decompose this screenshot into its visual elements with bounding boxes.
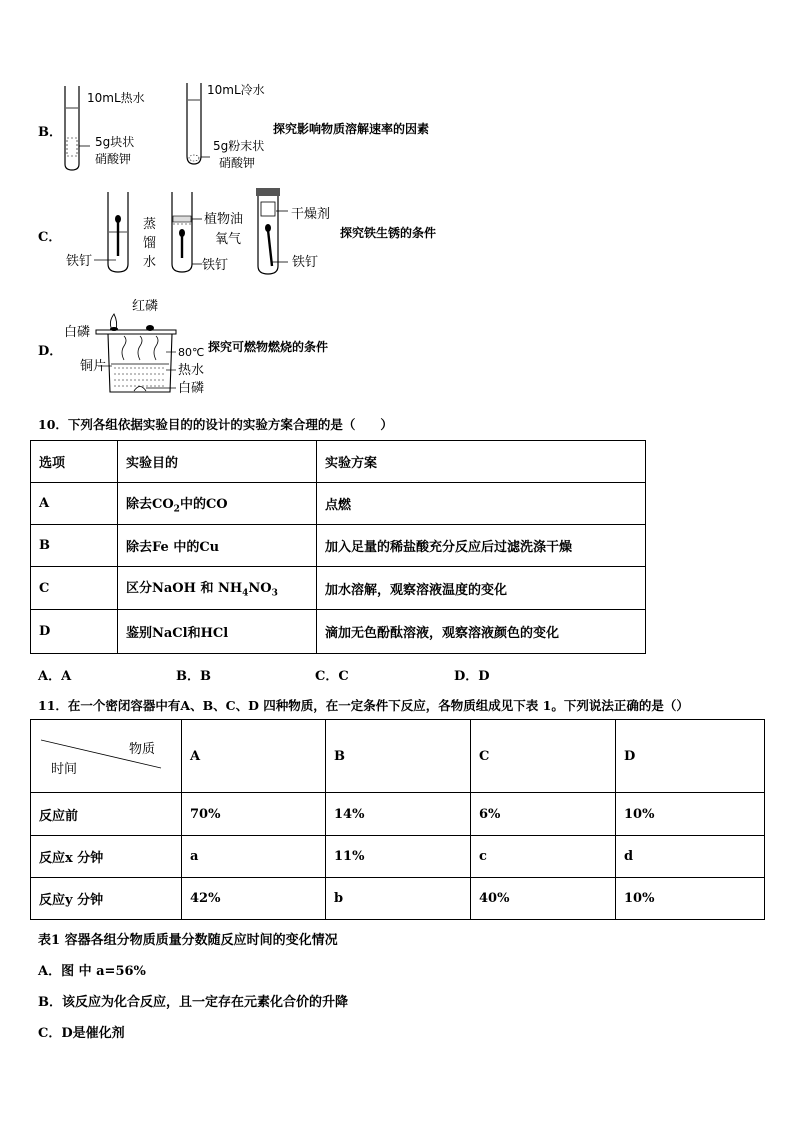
q10-stem: 10．下列各组依据实验目的的设计的实验方案合理的是（ ） (38, 417, 393, 432)
q10-plan-a: 点燃 (317, 483, 646, 525)
copper-label: 铜片 (80, 359, 107, 374)
option-d-letter: D． (38, 344, 63, 359)
nail-label-1: 铁钉 (66, 254, 93, 269)
red-phosphorus-label: 红磷 (132, 299, 159, 314)
table-row: 反应x 分钟 a 11% c d (31, 836, 765, 878)
q11-stem: 11．在一个密闭容器中有A、B、C、D 四种物质，在一定条件下反应，各物质组成见下表 1。下列说法正确的是（） (38, 698, 689, 713)
q11-row-label: 反应y 分钟 (31, 878, 182, 920)
lump-label: 5g块状 (95, 135, 135, 149)
option-b-letter: B． (38, 125, 62, 140)
q10-choice-a[interactable]: A．A (38, 669, 72, 684)
cold-water-label: 10mL冷水 (207, 83, 265, 97)
q10-opt-d: D (31, 610, 118, 654)
q10-opt-a: A (31, 483, 118, 525)
q10-goal-d: 鉴别NaCl和HCl (118, 610, 317, 654)
hot-water-label: 10mL热水 (87, 91, 145, 105)
option-c-purpose: 探究铁生锈的条件 (340, 226, 437, 240)
q10-header-plan: 实验方案 (317, 441, 646, 483)
q10-opt-c: C (31, 567, 118, 610)
q11-header-row (31, 720, 765, 793)
q10-choice-b[interactable]: B．B (176, 669, 211, 684)
q11-header-b: B (326, 720, 471, 793)
q10-opt-b: B (31, 525, 118, 567)
q11-row-label: 反应x 分钟 (31, 836, 182, 878)
corner-substance: 物质 (129, 742, 156, 757)
q11-table (30, 719, 765, 920)
distilled-3: 水 (143, 255, 157, 270)
q11-corner-cell (31, 720, 182, 793)
oil-label: 植物油 (204, 212, 244, 227)
white-phosphorus-label-top: 白磷 (64, 325, 91, 340)
option-c-letter: C． (38, 230, 62, 245)
dissolution-rate-diagram (55, 78, 285, 178)
q10-header-option: 选项 (31, 441, 118, 483)
q11-header-a: A (182, 720, 326, 793)
q10-table (30, 440, 646, 654)
table-row: 反应y 分钟 42% b 40% 10% (31, 878, 765, 920)
table-row: 反应前 70% 14% 6% 10% (31, 793, 765, 836)
nail-label-2: 铁钉 (202, 258, 229, 273)
q11-option-a[interactable]: A．图 中 a=56% (38, 964, 146, 979)
q10-plan-c: 加水溶解，观察溶液温度的变化 (317, 567, 646, 610)
q11-row-label: 反应前 (31, 793, 182, 836)
combustion-diagram (62, 294, 232, 398)
option-b-purpose: 探究影响物质溶解速率的因素 (273, 122, 430, 136)
q10-choice-d[interactable]: D．D (454, 669, 490, 684)
table-row (31, 567, 646, 610)
q10-plan-b: 加入足量的稀盐酸充分反应后过滤洗涤干燥 (317, 525, 646, 567)
oxygen-label: 氧气 (215, 232, 242, 247)
hot-water-label-d: 热水 (178, 363, 205, 378)
corner-time: 时间 (51, 762, 78, 777)
white-phosphorus-label-bottom: 白磷 (178, 381, 205, 396)
kno3-label-2: 硝酸钾 (219, 156, 256, 170)
table-row (31, 610, 646, 654)
diagonal-line (31, 720, 189, 793)
nail-label-3: 铁钉 (292, 255, 319, 270)
q11-caption: 表1 容器各组分物质质量分数随反应时间的变化情况 (38, 933, 338, 948)
q11-header-d: D (616, 720, 765, 793)
q10-header-goal: 实验目的 (118, 441, 317, 483)
iron-rust-diagram (60, 186, 350, 278)
q10-header-row (31, 441, 646, 483)
kno3-label-1: 硝酸钾 (95, 152, 132, 166)
table-row (31, 483, 646, 525)
q11-header-c: C (471, 720, 616, 793)
q11-option-c[interactable]: C．D是催化剂 (38, 1026, 125, 1041)
desiccant-label: 干燥剂 (291, 207, 331, 222)
q10-choice-c[interactable]: C．C (315, 669, 349, 684)
q10-goal-c: 区分NaOH 和 $NH_4NO_3$ (118, 567, 317, 610)
distilled-2: 馏 (143, 236, 157, 251)
option-d-purpose: 探究可燃物燃烧的条件 (208, 340, 329, 354)
q10-goal-b: 除去Fe 中的Cu (118, 525, 317, 567)
q11-option-b[interactable]: B．该反应为化合反应，且一定存在元素化合价的升降 (38, 995, 348, 1010)
q10-goal-a: 除去$CO_2$中的CO (118, 483, 317, 525)
distilled-1: 蒸 (143, 217, 157, 232)
temp-label: 80℃ (178, 346, 205, 359)
powder-label: 5g粉末状 (213, 139, 265, 153)
q10-plan-d: 滴加无色酚酞溶液，观察溶液颜色的变化 (317, 610, 646, 654)
table-row (31, 525, 646, 567)
